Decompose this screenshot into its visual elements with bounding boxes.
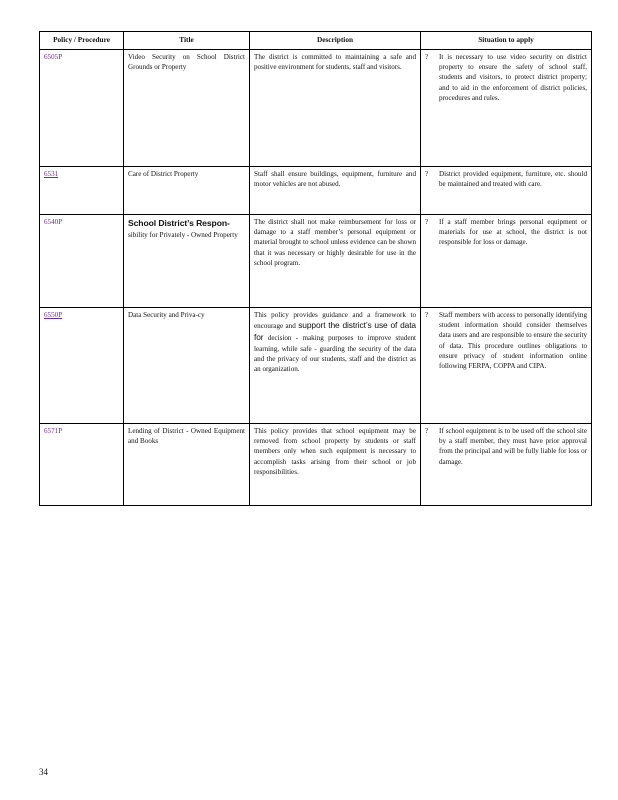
policy-description: Staff shall ensure buildings, equipment, furniture and motor vehicles are not abused.	[250, 167, 421, 215]
header-policy: Policy / Procedure	[40, 32, 124, 50]
page-number: 34	[39, 767, 48, 777]
header-situation: Situation to apply	[421, 32, 592, 50]
table-row	[40, 167, 592, 215]
policy-title-rest: sibility for Privately - Owned Property	[128, 230, 238, 239]
policy-description: The district is committed to maintaining a safe and positive environment for students, staff and visitors.	[250, 50, 421, 167]
policy-title: Video Security on School District Grounds or Property	[124, 50, 250, 167]
policy-code-link[interactable]: 6531	[44, 170, 59, 179]
bullet-glyph: ?	[425, 218, 429, 227]
policy-situation: If school equipment is to be used off the school site by a staff member, they must have prior approval from the principal and will be fully liable for loss or damage.	[439, 427, 587, 466]
table-row	[40, 50, 592, 167]
description-part: This policy provides guidance and a framework to encourage and	[254, 311, 416, 331]
policy-code-link[interactable]: 6571P	[44, 427, 63, 436]
table-row	[40, 308, 592, 424]
description-emphasis: support the district’s use of data for	[254, 320, 416, 343]
table-row	[40, 215, 592, 308]
policy-title: Data Security and Priva-cy	[124, 308, 250, 424]
policy-code-link[interactable]: 6550P	[44, 311, 63, 320]
header-title: Title	[124, 32, 250, 50]
policy-description: This policy provides that school equipment may be removed from school property by students or staff members only when such equipment is necessary to accomplish tasks arising from their school or job responsibilities.	[250, 424, 421, 506]
bullet-glyph: ?	[425, 427, 429, 436]
policy-situation: It is necessary to use video security on district property to ensure the safety of school staff, students and visitors, to protect district property; and to aid in the enforcement of district policies, procedures and rules.	[439, 53, 587, 102]
bullet-glyph: ?	[425, 311, 429, 320]
policy-situation: District provided equipment, furniture, etc. should be maintained and treated with care.	[439, 170, 587, 189]
policy-situation: Staff members with access to personally identifying student information should consider themselves data users and are responsible to ensure the security of data. This procedure outlines obligations to ensure privacy of student information online following FERPA, COPPA and CIPA.	[439, 311, 587, 370]
policy-code-link[interactable]: 6505P	[44, 53, 63, 62]
policy-code-link[interactable]: 6540P	[44, 218, 63, 227]
policy-title-emphasis: School District’s Respon-	[128, 218, 230, 229]
policy-description: The district shall not make reimbursement for loss or damage to a staff member’s personal equipment or material brought to school unless evidence can be shown that it was necessary or highly desirable for use in the school program.	[250, 215, 421, 308]
bullet-glyph: ?	[425, 53, 429, 62]
description-part: decision - making purposes to improve student learning, while safe - guarding the security of the data and the privacy of our students, staff and the district as an organization.	[254, 334, 416, 374]
table-row	[40, 424, 592, 506]
policy-title: Lending of District - Owned Equipment and Books	[124, 424, 250, 506]
table-header-row	[40, 32, 592, 50]
policy-situation: If a staff member brings personal equipment or materials for use at school, the district is not responsible for loss or damage.	[439, 218, 587, 247]
header-description: Description	[250, 32, 421, 50]
bullet-glyph: ?	[425, 170, 429, 179]
policy-title	[124, 215, 250, 308]
policy-description	[250, 308, 421, 424]
policy-title: Care of District Property	[124, 167, 250, 215]
policy-table	[39, 31, 592, 506]
